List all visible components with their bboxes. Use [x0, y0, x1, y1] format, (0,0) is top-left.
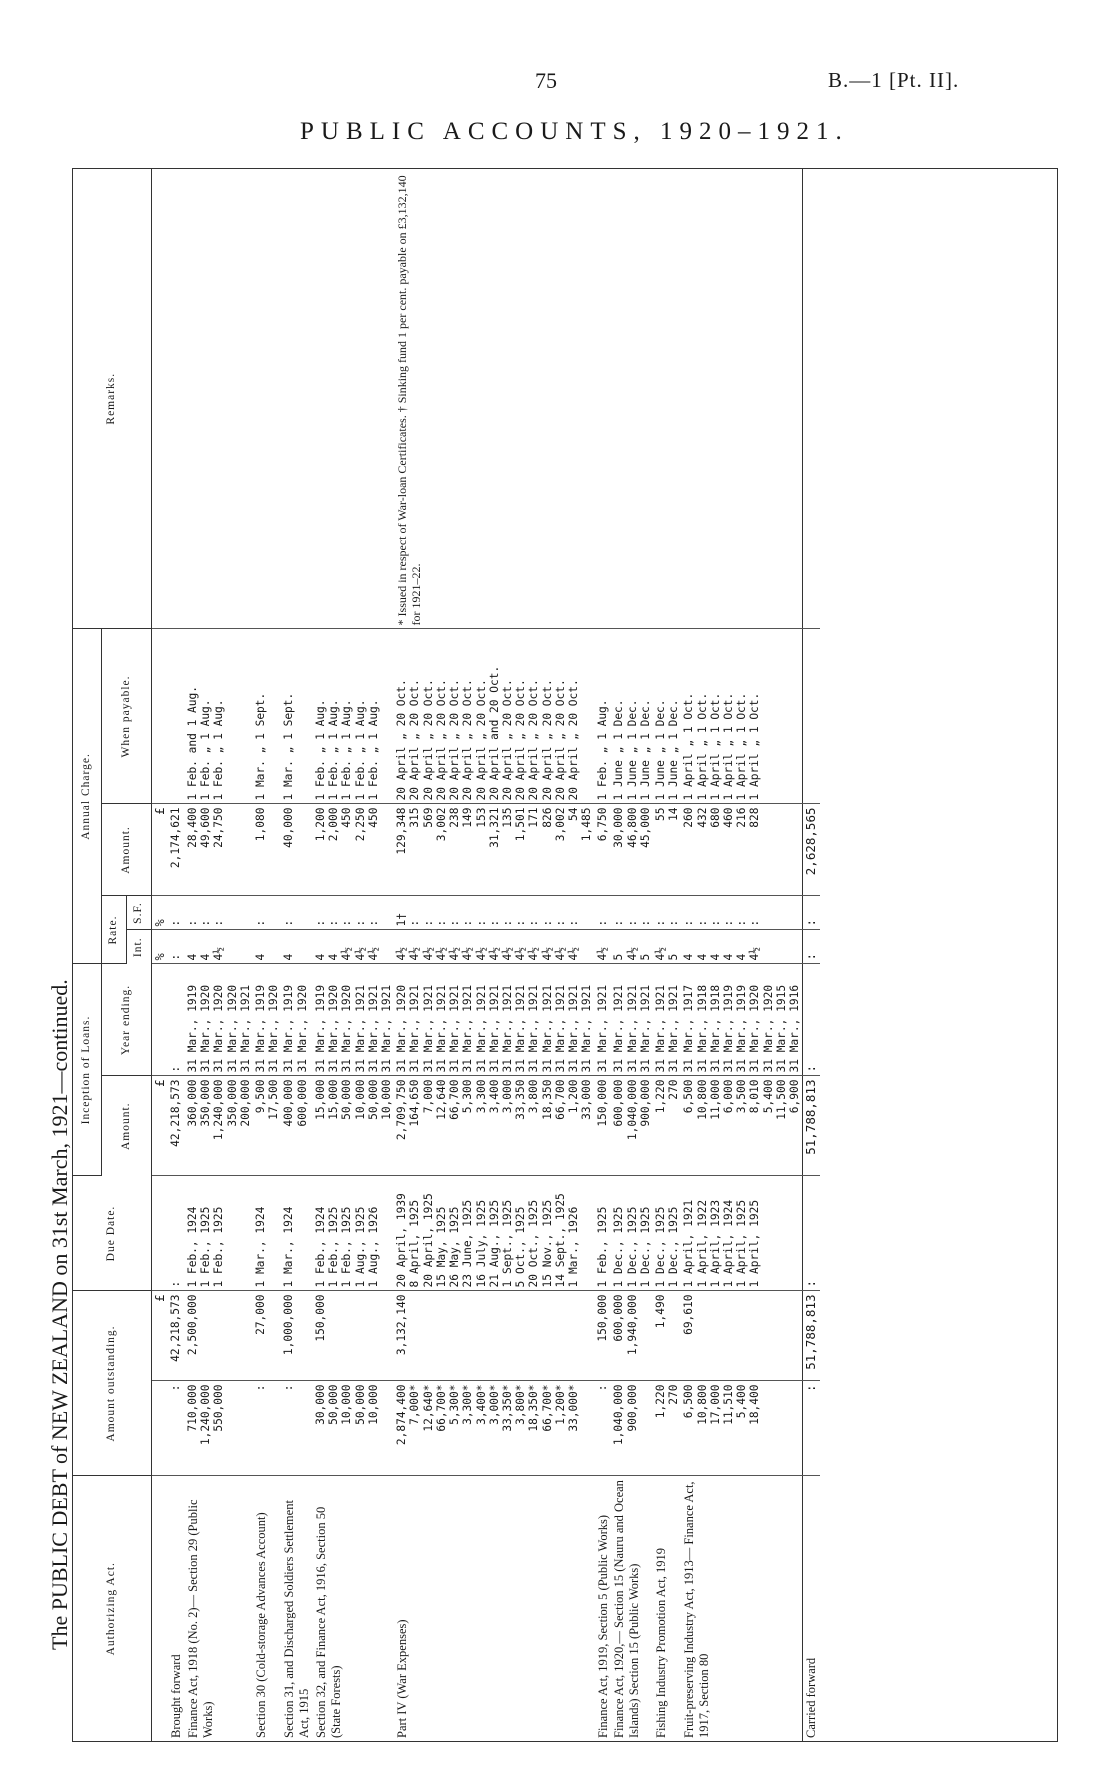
interest-rate: 4	[281, 930, 313, 964]
when-payable: 1 Feb. „ 1 Aug.	[595, 629, 612, 804]
annual-charge-amount: 129,348 315 569 3,002 238 149 153 31,321 135 1,501 171 826 3,002 54 1,485	[394, 804, 594, 896]
due-date: 1 April, 1921 1 April, 1922 1 April, 1923 1 April, 1924 1 April, 1925 1 April, 1925	[681, 1176, 802, 1291]
page-number: 75	[535, 68, 557, 93]
col-authorizing-act: Authorizing Act.	[73, 1476, 152, 1741]
amount-outstanding-total: 27,000	[253, 1291, 281, 1381]
due-date: 1 Feb., 1925	[595, 1176, 612, 1291]
sinking-fund-rate: : :	[653, 896, 681, 930]
pound-sign: £	[152, 804, 169, 896]
sinking-fund-rate: : : : : :	[313, 896, 394, 930]
annual-charge-amount: 2,174,621	[168, 804, 185, 896]
inception-amount: 600,000 1,040,000 900,000	[611, 1076, 653, 1176]
remarks	[253, 169, 281, 629]
authorizing-act: Section 32, and Finance Act, 1916, Section 50 (State Forests)	[313, 1506, 343, 1738]
total-due: :	[803, 1176, 820, 1291]
annual-charge-amount: 1,080	[253, 804, 281, 896]
when-payable: 20 April „ 20 Oct. 20 April „ 20 Oct. 20 April „ 20 Oct. 20 April „ 20 Oct. 20 April „ 20 Oct. 20 April „ 20 Oct. 20 April „ 20 Oct. 20 April and 20 Oct. 20 April „ 20 Oct. 20 April „ 20 Oct. 20 April „ 20 Oct. 20 April „ 20 Oct. 20 April „ 20 Oct. 20 April „ 20 Oct.	[394, 629, 594, 804]
year-ending: 31 Mar., 1919 31 Mar., 1920	[281, 964, 313, 1076]
total-sf: :	[803, 896, 820, 930]
sinking-fund-rate: : : : : : :	[681, 896, 802, 930]
due-date: 1 Mar., 1924	[281, 1176, 313, 1291]
remarks	[681, 169, 802, 629]
remarks	[281, 169, 313, 629]
interest-rate: 4 4 4½	[185, 930, 253, 964]
amount-outstanding-items: :	[168, 1381, 185, 1476]
percent-sign: %	[152, 930, 169, 964]
inception-amount: 6,500 10,800 11,000 6,000 3,500 8,010 5,400 11,500 6,900	[681, 1076, 802, 1176]
authorizing-act: Finance Act, 1918 (No. 2)— Section 29 (Public Works)	[185, 1499, 215, 1738]
annual-charge-amount: 55 14	[653, 804, 681, 896]
remarks	[595, 169, 612, 629]
annual-charge-amount: 6,750	[595, 804, 612, 896]
amount-outstanding-total: 150,000	[313, 1291, 394, 1381]
due-date: 1 Dec., 1925 1 Dec., 1925	[653, 1176, 681, 1291]
table-row	[253, 169, 281, 1741]
units-row	[152, 169, 169, 1741]
interest-rate: 4½ 4½ 4½ 4½ 4½ 4½ 4½ 4½ 4½ 4½ 4½ 4½ 4½ 4½	[394, 930, 594, 964]
col-remarks: Remarks.	[73, 169, 152, 629]
col-amount-outstanding: Amount outstanding.	[73, 1291, 152, 1476]
amount-outstanding-total: 150,000	[595, 1291, 612, 1381]
remarks	[611, 169, 653, 629]
table-body	[168, 169, 803, 1741]
inception-amount: 15,000 15,000 50,000 10,000 50,000 10,000	[313, 1076, 394, 1176]
table-row	[313, 169, 394, 1741]
due-date: 1 Feb., 1924 1 Feb., 1925 1 Feb., 1925	[185, 1176, 253, 1291]
remarks	[185, 169, 253, 629]
amount-outstanding-items: :	[253, 1381, 281, 1476]
remarks	[653, 169, 681, 629]
annual-charge-amount: 260 432 680 460 216 828	[681, 804, 802, 896]
sinking-fund-rate: 1† : : : : : : : : : : : : :	[394, 896, 594, 930]
total-charge: 2,628,565	[803, 804, 820, 896]
authorizing-act: Fruit-preserving Industry Act, 1913— Finance Act, 1917, Section 80	[682, 1481, 712, 1738]
table-row	[185, 169, 253, 1741]
amount-outstanding-items: 2,874,400 7,000* 12,640* 66,700* 5,300* 3,300* 3,400* 3,000* 33,350* 3,800* 18,350* 66,700* 1,200* 33,000*	[394, 1381, 594, 1476]
when-payable: 1 April „ 1 Oct. 1 April „ 1 Oct. 1 April „ 1 Oct. 1 April „ 1 Oct. 1 April „ 1 Oct. 1 April „ 1 Oct.	[681, 629, 802, 804]
remarks: * Issued in respect of War-loan Certificates. † Sinking fund 1 per cent. payable on £3,132,140 for 1921–22.	[394, 169, 594, 629]
inception-amount: 400,000 600,000	[281, 1076, 313, 1176]
table-row	[168, 169, 185, 1741]
inception-amount: 150,000	[595, 1076, 612, 1176]
inception-amount: 9,500 17,500	[253, 1076, 281, 1176]
total-out-b: 51,788,813	[803, 1291, 820, 1381]
percent-sign: %	[152, 896, 169, 930]
annual-charge-amount: 40,000	[281, 804, 313, 896]
annual-charge-amount: 1,200 2,000 450 2,250 450	[313, 804, 394, 896]
amount-outstanding-total: 600,000 1,940,000	[611, 1291, 653, 1381]
authorizing-act: Finance Act, 1920,— Section 15 (Nauru and Ocean Islands) Section 15 (Public Works)	[612, 1480, 642, 1738]
when-payable: 1 Feb. „ 1 Aug. 1 Feb. „ 1 Aug. 1 Feb. „ 1 Aug. 1 Feb. „ 1 Aug. 1 Feb. „ 1 Aug.	[313, 629, 394, 804]
pound-sign: £	[152, 1291, 169, 1381]
col-due-date: Due Date.	[73, 1176, 152, 1291]
table-row	[611, 169, 653, 1741]
year-ending: 31 Mar., 1919 31 Mar., 1920	[253, 964, 281, 1076]
total-year: :	[803, 964, 820, 1076]
amount-outstanding-items: :	[595, 1381, 612, 1476]
interest-rate: 4 4 4 4 4 4½	[681, 930, 802, 964]
table-row	[595, 169, 612, 1741]
total-act: Carried forward	[803, 1476, 820, 1741]
sinking-fund-rate: :	[168, 896, 185, 930]
when-payable	[168, 629, 185, 804]
authorizing-act: Part IV (War Expenses)	[395, 1619, 410, 1738]
sinking-fund-rate: :	[281, 896, 313, 930]
sinking-fund-rate: : : :	[611, 896, 653, 930]
carried-forward-row	[803, 169, 820, 1741]
amount-outstanding-items: :	[281, 1381, 313, 1476]
inception-amount: 2,709,750 164,650 7,000 12,640 66,700 5,300 3,300 3,400 3,000 33,350 3,800 18,350 66,700 1,200 33,000	[394, 1076, 594, 1176]
interest-rate: 4	[253, 930, 281, 964]
col-inception-amount: Amount.	[102, 1076, 152, 1176]
sinking-fund-rate: :	[253, 896, 281, 930]
when-payable: 1 June „ 1 Dec. 1 June „ 1 Dec.	[653, 629, 681, 804]
table-row	[394, 169, 594, 1741]
authorizing-act: Section 31, and Discharged Soldiers Settlement Act, 1915	[282, 1500, 312, 1738]
inception-amount: 1,220 270	[653, 1076, 681, 1176]
debt-table	[73, 169, 820, 1741]
when-payable: 1 Mar. „ 1 Sept.	[253, 629, 281, 804]
col-sf: S.F.	[127, 896, 152, 930]
sinking-fund-rate: : : :	[185, 896, 253, 930]
year-ending: 31 Mar., 1917 31 Mar., 1918 31 Mar., 1918 31 Mar., 1919 31 Mar., 1919 31 Mar., 1920 31 Mar., 1920 31 Mar., 1915 31 Mar., 1916	[681, 964, 802, 1076]
year-ending: 31 Mar., 1921 31 Mar., 1921 31 Mar., 1921	[611, 964, 653, 1076]
sinking-fund-rate: :	[595, 896, 612, 930]
authorizing-act: Fishing Industry Promotion Act, 1919	[653, 1548, 668, 1738]
due-date: 20 April, 1939 8 April, 1925 20 April, 1925 15 May, 1925 26 May, 1925 23 June, 1925 16 July, 1925 21 Aug., 1925 1 Sept., 1925 5 Oct., 1925 20 Oct., 1925 15 Nov., 1925 14 Sept., 1925 1 Mar., 1926	[394, 1176, 594, 1291]
authorizing-act: Finance Act, 1919, Section 5 (Public Works)	[595, 1514, 610, 1738]
amount-outstanding-items: 30,000 50,000 10,000 50,000 10,000	[313, 1381, 394, 1476]
col-when-payable: When payable.	[102, 629, 152, 804]
total-remarks	[803, 169, 820, 629]
interest-rate: 4 4 4½ 4½ 4½	[313, 930, 394, 964]
when-payable: 1 Mar. „ 1 Sept.	[281, 629, 313, 804]
total-inc-amount: 51,788,813	[803, 1076, 820, 1176]
table-row	[653, 169, 681, 1741]
table-row	[681, 169, 802, 1741]
remarks	[168, 169, 185, 629]
document-reference: B.—1 [Pt. II].	[828, 68, 960, 92]
due-date: 1 Mar., 1924	[253, 1176, 281, 1291]
interest-rate: 4½ 5	[653, 930, 681, 964]
interest-rate: 5 4½ 5	[611, 930, 653, 964]
authorizing-act: Section 30 (Cold-storage Advances Account)	[254, 1512, 268, 1738]
year-ending: 31 Mar., 1920 31 Mar., 1921 31 Mar., 1921 31 Mar., 1921 31 Mar., 1921 31 Mar., 1921 31 Mar., 1921 31 Mar., 1921 31 Mar., 1921 31 Mar., 1921 31 Mar., 1921 31 Mar., 1921 31 Mar., 1921 31 Mar., 1921 31 Mar., 1921	[394, 964, 594, 1076]
when-payable: 1 June „ 1 Dec. 1 June „ 1 Dec. 1 June „ 1 Dec.	[611, 629, 653, 804]
interest-rate: 4½	[595, 930, 612, 964]
amount-outstanding-items: 710,000 1,240,000 550,000	[185, 1381, 253, 1476]
col-annual-charge: Annual Charge.	[73, 629, 102, 964]
table-title: The PUBLIC DEBT of NEW ZEALAND on 31st March, 1921—continued.	[47, 979, 72, 1650]
amount-outstanding-total: 1,490	[653, 1291, 681, 1381]
table-row	[281, 169, 313, 1741]
year-ending: :	[168, 964, 185, 1076]
col-inception: Inception of Loans.	[73, 964, 102, 1176]
total-when	[803, 629, 820, 804]
page-heading: PUBLIC ACCOUNTS, 1920–1921.	[300, 118, 849, 145]
inception-amount: 360,000 350,000 1,240,000 350,000 200,000	[185, 1076, 253, 1176]
total-int: :	[803, 930, 820, 964]
due-date: :	[168, 1176, 185, 1291]
when-payable: 1 Feb. and 1 Aug. 1 Feb. „ 1 Aug. 1 Feb. „ 1 Aug.	[185, 629, 253, 804]
year-ending: 31 Mar., 1921	[595, 964, 612, 1076]
amount-outstanding-items: 6,500 10,800 17,000 11,510 5,400 18,400	[681, 1381, 802, 1476]
amount-outstanding-items: 1,220 270	[653, 1381, 681, 1476]
year-ending: 31 Mar., 1919 31 Mar., 1920 31 Mar., 1920 31 Mar., 1921 31 Mar., 1921 31 Mar., 1921	[313, 964, 394, 1076]
pound-sign: £	[152, 1076, 169, 1176]
amount-outstanding-total: 2,500,000	[185, 1291, 253, 1381]
due-date: 1 Dec., 1925 1 Dec., 1925 1 Dec., 1925	[611, 1176, 653, 1291]
amount-outstanding-total: 3,132,140	[394, 1291, 594, 1381]
public-debt-table	[72, 168, 1058, 1742]
amount-outstanding-total: 42,218,573	[168, 1291, 185, 1381]
interest-rate: :	[168, 930, 185, 964]
amount-outstanding-total: 1,000,000	[281, 1291, 313, 1381]
col-rate: Rate.	[102, 896, 127, 964]
due-date: 1 Feb., 1924 1 Feb., 1925 1 Feb., 1925 1 Aug., 1925 1 Aug., 1926	[313, 1176, 394, 1291]
inception-amount: 42,218,573	[168, 1076, 185, 1176]
authorizing-act: Brought forward	[169, 1654, 184, 1738]
col-year-ending: Year ending.	[102, 964, 152, 1076]
year-ending: 31 Mar., 1919 31 Mar., 1920 31 Mar., 1920 31 Mar., 1920 31 Mar., 1921	[185, 964, 253, 1076]
col-charge-amount: Amount.	[102, 804, 152, 896]
total-out-a: :	[803, 1381, 820, 1476]
annual-charge-amount: 28,400 49,600 24,750	[185, 804, 253, 896]
col-int: Int.	[127, 930, 152, 964]
remarks	[313, 169, 394, 629]
annual-charge-amount: 30,000 46,800 45,000	[611, 804, 653, 896]
year-ending: 31 Mar., 1921 31 Mar., 1921	[653, 964, 681, 1076]
amount-outstanding-items: 1,040,000 900,000	[611, 1381, 653, 1476]
amount-outstanding-total: 69,610	[681, 1291, 802, 1381]
